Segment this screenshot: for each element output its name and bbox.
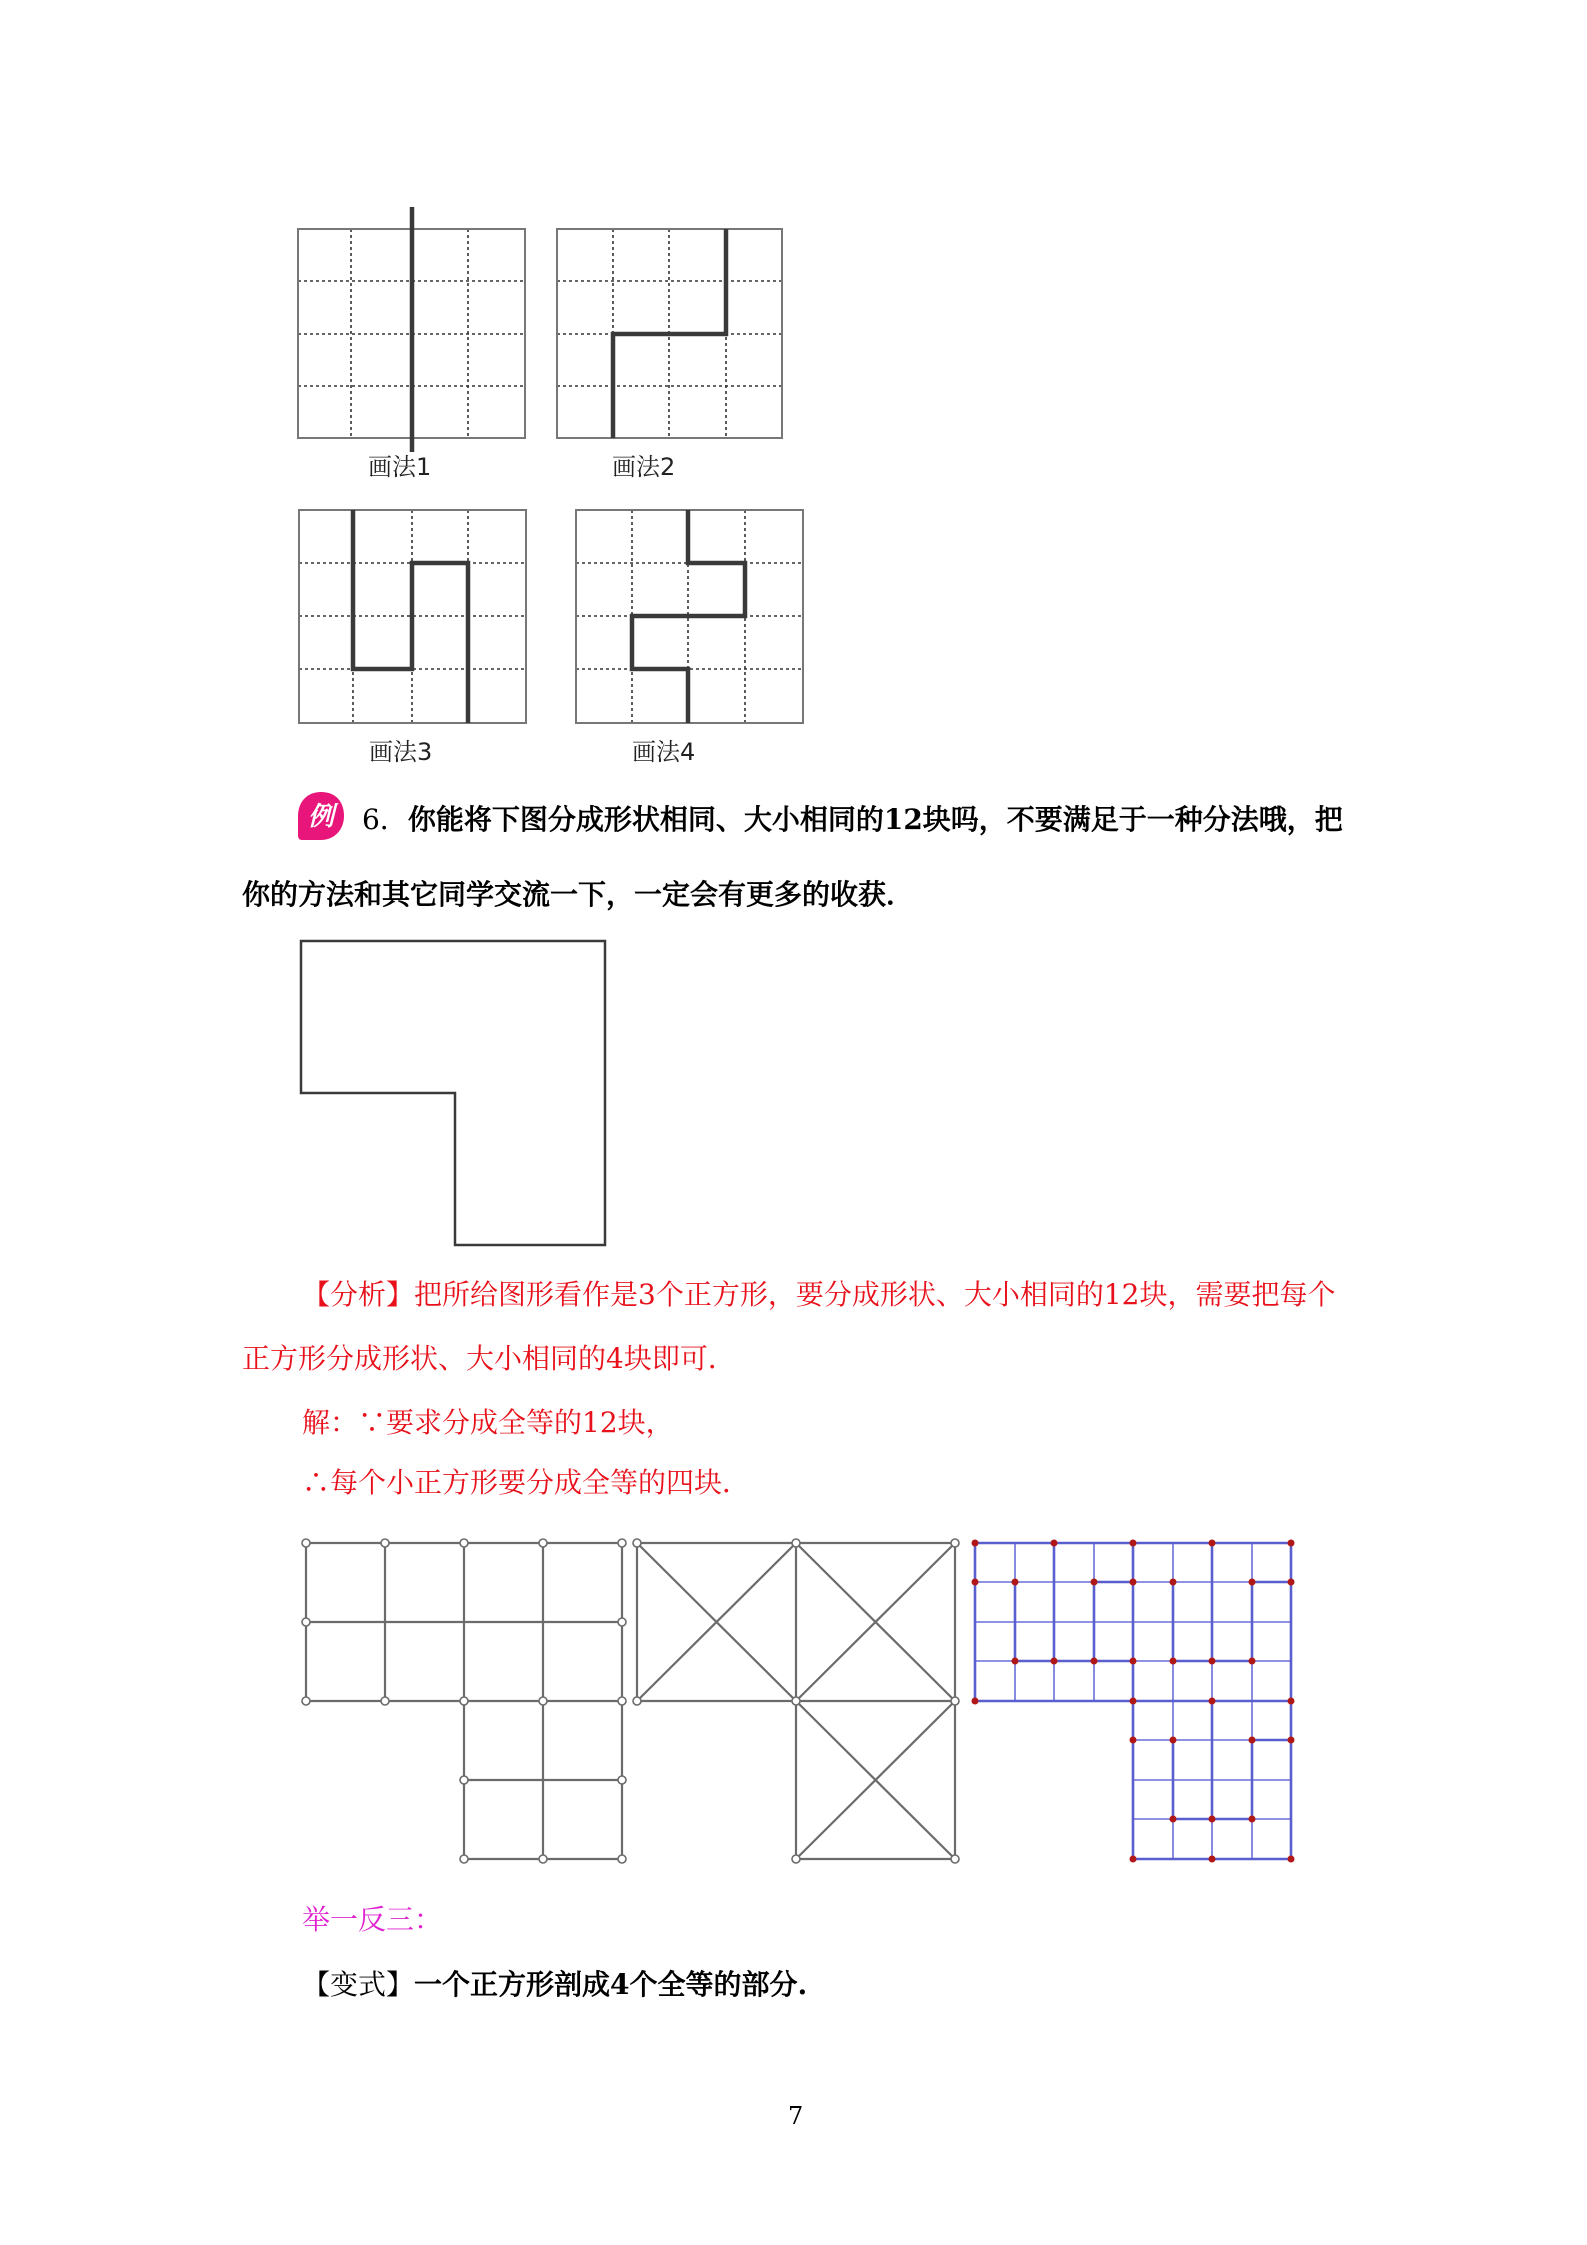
- example-question-line-2: 你的方法和其它同学交流一下，一定会有更多的收获．: [242, 878, 915, 911]
- analysis-line-2: 正方形分成形状、大小相同的4块即可．: [242, 1342, 736, 1375]
- example-number: 6．: [362, 803, 408, 836]
- figure-caption-1: 画法1: [368, 453, 432, 481]
- solution-line-1: 解：∵要求分成全等的12块，: [302, 1406, 674, 1439]
- solution-line-2: ∴每个小正方形要分成全等的四块．: [302, 1466, 751, 1499]
- variant-text: 一个正方形剖成4个全等的部分.: [414, 1968, 808, 2001]
- analysis-line-1: [302, 1275, 1335, 1315]
- figure-caption-2: 画法2: [612, 453, 676, 481]
- page-number: 7: [788, 2102, 804, 2130]
- variant-bracket: 【变式】: [302, 1968, 415, 2001]
- figure-caption-4: 画法4: [632, 738, 696, 766]
- extension-variant: [302, 1965, 807, 2005]
- svg-text:例: 例: [307, 802, 335, 832]
- analysis-text-1: 把所给图形看作是3个正方形，要分成形状、大小相同的12块，需要把每个: [414, 1278, 1336, 1311]
- example-badge-icon: [296, 790, 346, 842]
- example-question-text-1: 你能将下图分成形状相同、大小相同的12块吗，不要满足于一种分法哦，把: [407, 803, 1343, 836]
- solution-figures: [0, 1530, 1587, 1880]
- extension-heading: 举一反三：: [302, 1903, 443, 1936]
- analysis-bracket: 【分析】: [302, 1278, 415, 1311]
- figure-caption-3: 画法3: [369, 738, 433, 766]
- l-shape-figure: [0, 930, 700, 1260]
- division-figures: [0, 0, 1587, 780]
- example-question-line-1: [362, 800, 1343, 840]
